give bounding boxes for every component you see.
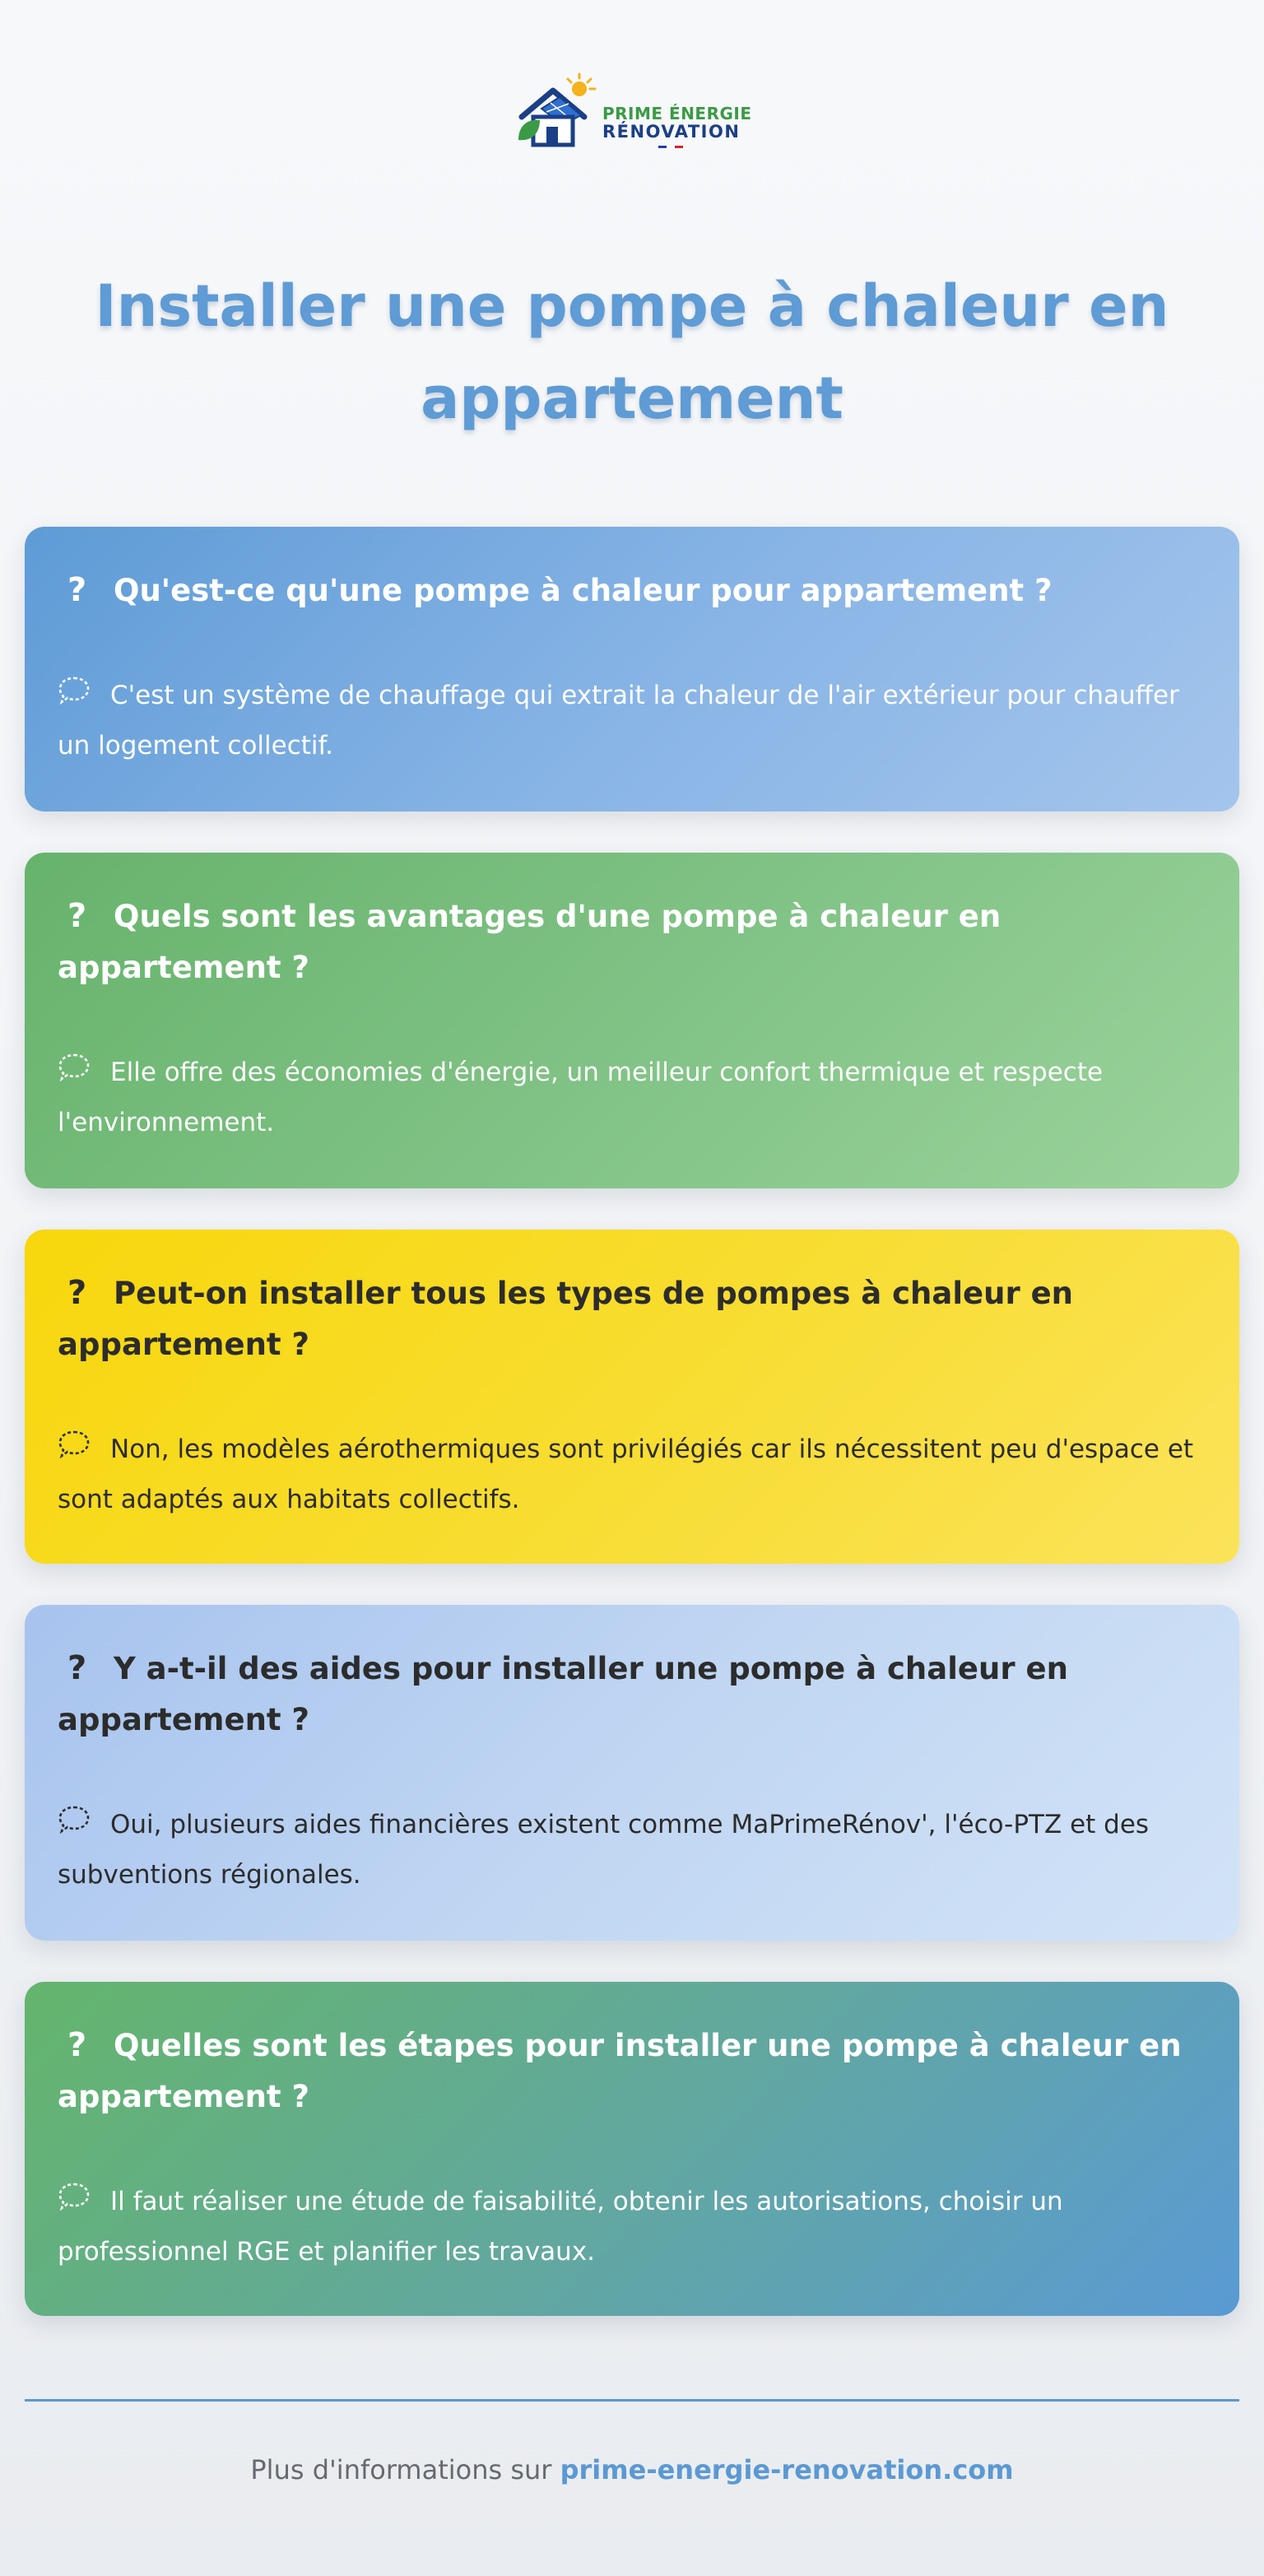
speech-bubble-icon xyxy=(58,1803,110,1851)
logo-text-top: PRIME ÉNERGIE xyxy=(602,104,752,123)
faq-card-1 xyxy=(25,527,1239,811)
speech-bubble-icon xyxy=(58,1428,110,1476)
faq-question xyxy=(58,1267,1206,1370)
faq-answer-text: Non, les modèles aérothermiques sont privilégiés car ils nécessitent peu d'espace et sont adaptés aux habitats collectifs. xyxy=(58,1434,1194,1514)
faq-answer-text: Elle offre des économies d'énergie, un meilleur confort thermique et respecte l'environnement. xyxy=(58,1058,1104,1137)
faq-question-text: Y a-t-il des aides pour installer une pompe à chaleur en appartement ? xyxy=(58,1651,1068,1737)
page-title: Installer une pompe à chaleur en appartement xyxy=(95,272,1169,432)
faq-question-text: Quels sont les avantages d'une pompe à chaleur en appartement ? xyxy=(58,899,1001,985)
faq-card-3 xyxy=(25,1230,1239,1564)
website-link[interactable]: prime-energie-renovation.com xyxy=(560,2454,1014,2485)
faq-card-5 xyxy=(25,1982,1239,2316)
logo-text-bottom: RÉNOVATION xyxy=(602,122,741,142)
french-flag-stripe xyxy=(658,146,683,148)
faq-answer xyxy=(58,1425,1206,1523)
speech-bubble-icon xyxy=(58,1051,110,1099)
speech-bubble-icon xyxy=(58,674,110,722)
faq-question xyxy=(58,565,1206,616)
faq-question-text: Qu'est-ce qu'une pompe à chaleur pour appartement ? xyxy=(114,573,1053,608)
faq-answer xyxy=(58,672,1206,770)
faq-question-text: Quelles sont les étapes pour installer une pompe à chaleur en appartement ? xyxy=(58,2028,1182,2114)
faq-question xyxy=(58,2020,1206,2123)
question-mark-icon: ? xyxy=(67,1649,87,1687)
question-mark-icon: ? xyxy=(67,2026,87,2064)
faq-answer-text: Il faut réaliser une étude de faisabilité, obtenir les autorisations, choisir un professionnel RGE et planifier les travaux. xyxy=(58,2187,1063,2267)
brand-logo xyxy=(517,71,752,153)
faq-card-2 xyxy=(25,853,1239,1188)
speech-bubble-icon xyxy=(58,2180,110,2228)
faq-question xyxy=(58,890,1206,993)
faq-answer-text: Oui, plusieurs aides financières existent comme MaPrimeRénov', l'éco-PTZ et des subventions régionales. xyxy=(58,1810,1150,1890)
footer xyxy=(0,2454,1264,2485)
faq-card-4 xyxy=(25,1605,1239,1941)
question-mark-icon: ? xyxy=(67,571,87,609)
footer-divider xyxy=(25,2399,1239,2402)
question-mark-icon: ? xyxy=(67,897,87,935)
footer-text: Plus d'informations sur xyxy=(250,2454,552,2485)
faq-answer-text: C'est un système de chauffage qui extrait la chaleur de l'air extérieur pour chauffer un logement collectif. xyxy=(58,681,1179,760)
faq-answer xyxy=(58,1049,1206,1146)
question-mark-icon: ? xyxy=(67,1274,87,1312)
house-solar-panel-icon xyxy=(517,71,602,150)
faq-question xyxy=(58,1643,1206,1746)
faq-answer xyxy=(58,1801,1206,1899)
faq-question-text: Peut-on installer tous les types de pompes à chaleur en appartement ? xyxy=(58,1276,1074,1362)
faq-answer xyxy=(58,2178,1206,2276)
